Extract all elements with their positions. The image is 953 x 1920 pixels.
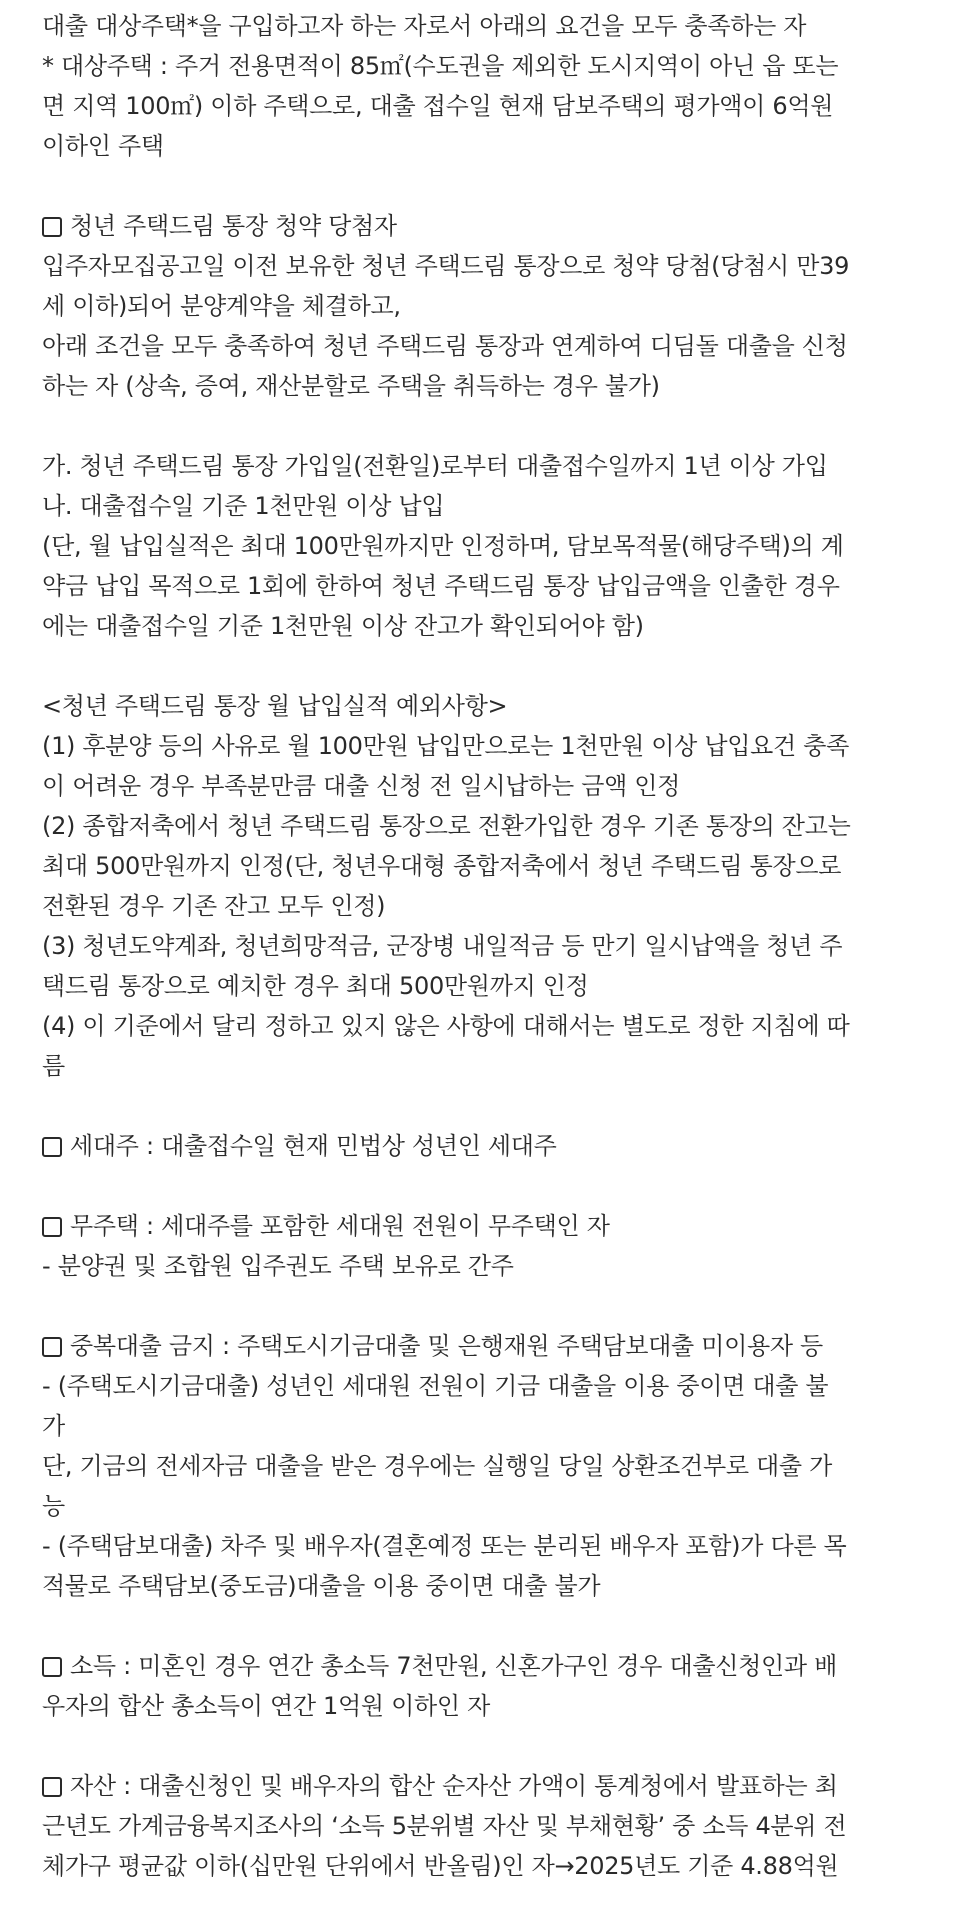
spacer	[42, 1726, 927, 1766]
text-line: 우자의 합산 총소득이 연간 1억원 이하인 자	[42, 1692, 490, 1720]
spacer	[42, 166, 927, 206]
spacer	[42, 1286, 927, 1326]
exception-line: 최대 500만원까지 인정(단, 청년우대형 종합저축에서 청년 주택드림 통장으로	[42, 852, 842, 880]
section-title-asset: 자산 : 대출신청인 및 배우자의 합산 순자산 가액이 통계청에서 발표하는 최	[42, 1766, 927, 1806]
intro-line: 대출 대상주택*을 구입하고자 하는 자로서 아래의 요건을 모두 충족하는 자	[42, 12, 807, 40]
text-line: 단, 기금의 전세자금 대출을 받은 경우에는 실행일 당일 상환조건부로 대출 가	[42, 1452, 833, 1480]
section-title-homeless: 무주택 : 세대주를 포함한 세대원 전원이 무주택인 자	[42, 1206, 927, 1246]
text-line: 입주자모집공고일 이전 보유한 청년 주택드림 통장으로 청약 당첨(당첨시 만39	[42, 252, 850, 280]
checkbox-icon	[42, 1137, 62, 1157]
condition-line: (단, 월 납입실적은 최대 100만원까지만 인정하며, 담보목적물(해당주택)의 계	[42, 532, 844, 560]
exceptions-title: <청년 주택드림 통장 월 납입실적 예외사항>	[42, 692, 508, 720]
exception-line: 이 어려운 경우 부족분만큼 대출 신청 전 일시납하는 금액 인정	[42, 772, 681, 800]
text-line: 아래 조건을 모두 충족하여 청년 주택드림 통장과 연계하여 디딤돌 대출을 신청	[42, 332, 848, 360]
exception-line: (2) 종합저축에서 청년 주택드림 통장으로 전환가입한 경우 기존 통장의 잔고는	[42, 812, 851, 840]
exception-line: 름	[42, 1052, 65, 1080]
checkbox-icon	[42, 217, 62, 237]
intro-line: * 대상주택 : 주거 전용면적이 85㎡(수도권을 제외한 도시지역이 아닌 읍 또는	[42, 52, 839, 80]
checkbox-icon	[42, 1777, 62, 1797]
checkbox-icon	[42, 1337, 62, 1357]
text-line: 능	[42, 1492, 65, 1520]
condition-line: 약금 납입 목적으로 1회에 한하여 청년 주택드림 통장 납입금액을 인출한 경우	[42, 572, 840, 600]
condition-line: 나. 대출접수일 기준 1천만원 이상 납입	[42, 492, 445, 520]
exception-line: (1) 후분양 등의 사유로 월 100만원 납입만으로는 1천만원 이상 납입요건 충족	[42, 732, 850, 760]
spacer	[42, 646, 927, 686]
text-line: 적물로 주택담보(중도금)대출을 이용 중이면 대출 불가	[42, 1572, 601, 1600]
exception-line: (3) 청년도약계좌, 청년희망적금, 군장병 내일적금 등 만기 일시납액을 청년 주	[42, 932, 843, 960]
exception-line: (4) 이 기준에서 달리 정하고 있지 않은 사항에 대해서는 별도로 정한 지침에 따	[42, 1012, 850, 1040]
section-title-duplicate-loan: 중복대출 금지 : 주택도시기금대출 및 은행재원 주택담보대출 미이용자 등	[42, 1326, 927, 1366]
exception-line: 택드림 통장으로 예치한 경우 최대 500만원까지 인정	[42, 972, 589, 1000]
text-line: - 분양권 및 조합원 입주권도 주택 보유로 간주	[42, 1252, 514, 1280]
section-title-householder: 세대주 : 대출접수일 현재 민법상 성년인 세대주	[42, 1126, 927, 1166]
text-line: - (주택도시기금대출) 성년인 세대원 전원이 기금 대출을 이용 중이면 대출 불	[42, 1372, 829, 1400]
spacer	[42, 1606, 927, 1646]
spacer	[42, 1166, 927, 1206]
section-title-income: 소득 : 미혼인 경우 연간 총소득 7천만원, 신혼가구인 경우 대출신청인과 배	[42, 1646, 927, 1686]
spacer	[42, 1086, 927, 1126]
text-line: 체가구 평균값 이하(십만원 단위에서 반올림)인 자→2025년도 기준 4.88억원	[42, 1852, 839, 1880]
text-line: 세 이하)되어 분양계약을 체결하고,	[42, 292, 401, 320]
checkbox-icon	[42, 1217, 62, 1237]
section-title-dream-account: 청년 주택드림 통장 청약 당첨자	[42, 206, 927, 246]
text-line: 하는 자 (상속, 증여, 재산분할로 주택을 취득하는 경우 불가)	[42, 372, 660, 400]
condition-line: 가. 청년 주택드림 통장 가입일(전환일)로부터 대출접수일까지 1년 이상 가입	[42, 452, 828, 480]
text-line: 근년도 가계금융복지조사의 ‘소득 5분위별 자산 및 부채현황’ 중 소득 4분위 전	[42, 1812, 847, 1840]
intro-line: 면 지역 100㎡) 이하 주택으로, 대출 접수일 현재 담보주택의 평가액이 6억원	[42, 92, 834, 120]
condition-line: 에는 대출접수일 기준 1천만원 이상 잔고가 확인되어야 함)	[42, 612, 644, 640]
checkbox-icon	[42, 1657, 62, 1677]
text-line: 가	[42, 1412, 65, 1440]
text-line: - (주택담보대출) 차주 및 배우자(결혼예정 또는 분리된 배우자 포함)가 다른 목	[42, 1532, 847, 1560]
spacer	[42, 406, 927, 446]
intro-line: 이하인 주택	[42, 132, 164, 160]
exception-line: 전환된 경우 기존 잔고 모두 인정)	[42, 892, 386, 920]
